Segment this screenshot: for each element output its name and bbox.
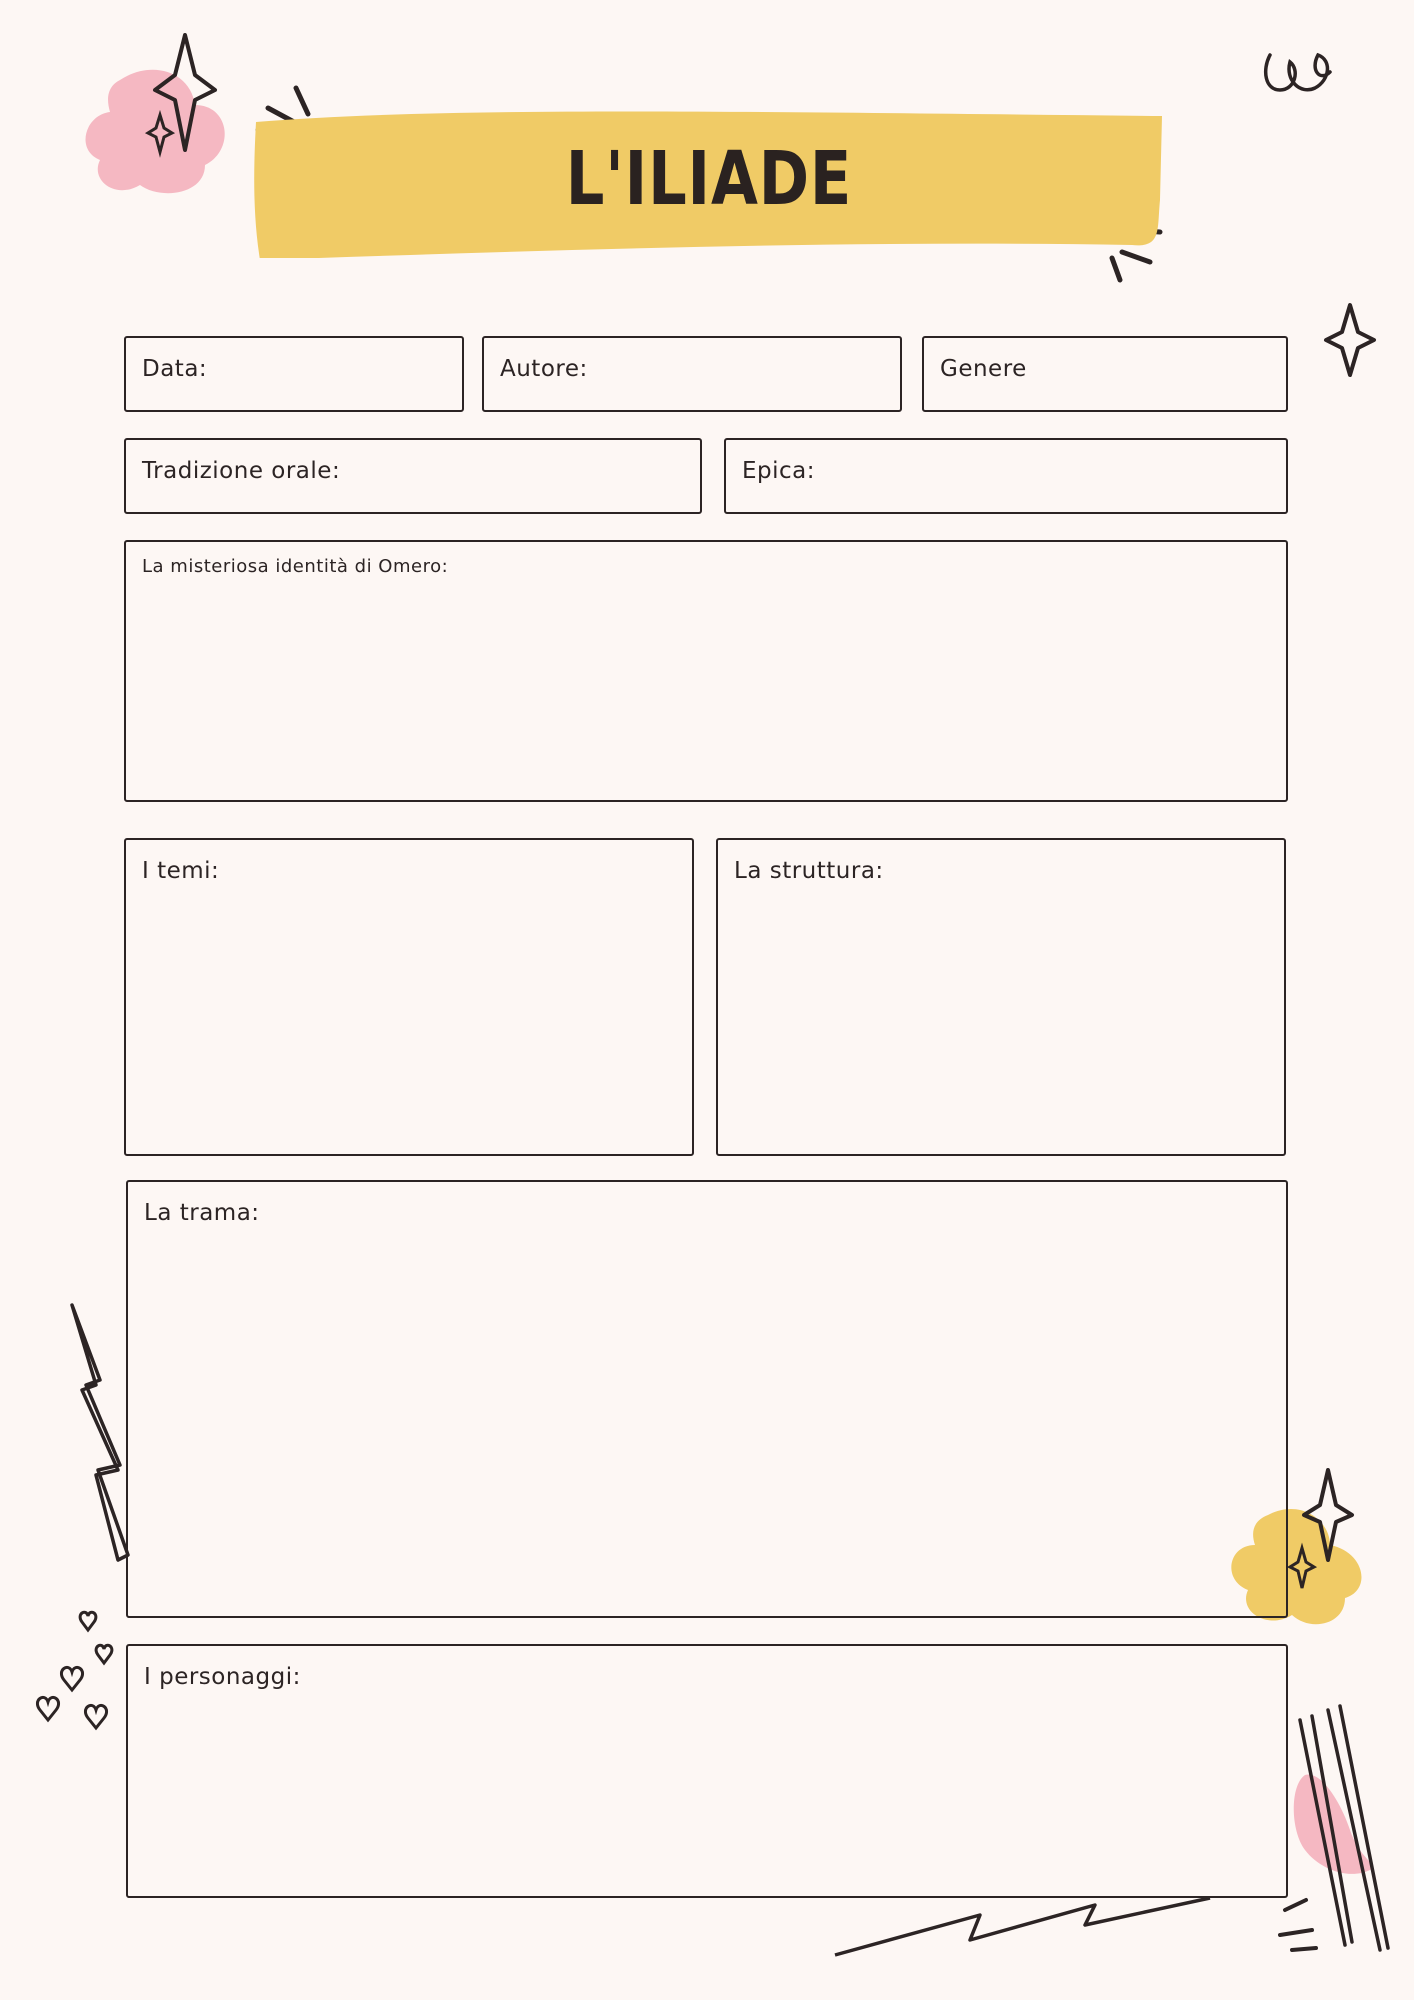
field-trama-label: La trama: [144,1200,260,1226]
swirl-icon [1266,55,1330,90]
field-omero[interactable] [124,540,1288,802]
field-autore-label: Autore: [500,356,588,382]
sticks-icon [1300,1706,1388,1950]
sparkle-icon [155,35,215,150]
title-banner [252,100,1166,258]
sparkle-right-icon [1326,305,1374,375]
field-epica[interactable] [724,438,1288,514]
hearts-icon [37,1612,111,1728]
zigzag-line [835,1898,1210,1955]
field-temi[interactable] [124,838,694,1156]
sparkle-bottom-right-small-icon [1290,1548,1314,1588]
field-genere-label: Genere [940,356,1027,382]
sparkle-small-icon [148,115,172,152]
field-tradizione-orale-label: Tradizione orale: [142,458,341,484]
field-autore[interactable] [482,336,902,412]
strokes-bottom-right [1280,1900,1316,1950]
page-title: L'ILIADE [565,136,853,222]
field-tradizione-orale[interactable] [124,438,702,514]
pink-shape-bottom-right [1294,1774,1373,1873]
pink-blob-top-left [86,70,225,193]
sparkle-bottom-right-icon [1304,1470,1352,1560]
field-omero-label: La misteriosa identità di Omero: [142,556,449,577]
field-data-label: Data: [142,356,208,382]
lightning-icon [72,1305,128,1560]
field-data[interactable] [124,336,464,412]
field-epica-label: Epica: [742,458,816,484]
field-struttura[interactable] [716,838,1286,1156]
field-temi-label: I temi: [142,858,220,884]
field-personaggi-label: I personaggi: [144,1664,301,1690]
field-trama[interactable] [126,1180,1288,1618]
field-personaggi[interactable] [126,1644,1288,1898]
field-struttura-label: La struttura: [734,858,884,884]
field-genere[interactable] [922,336,1288,412]
